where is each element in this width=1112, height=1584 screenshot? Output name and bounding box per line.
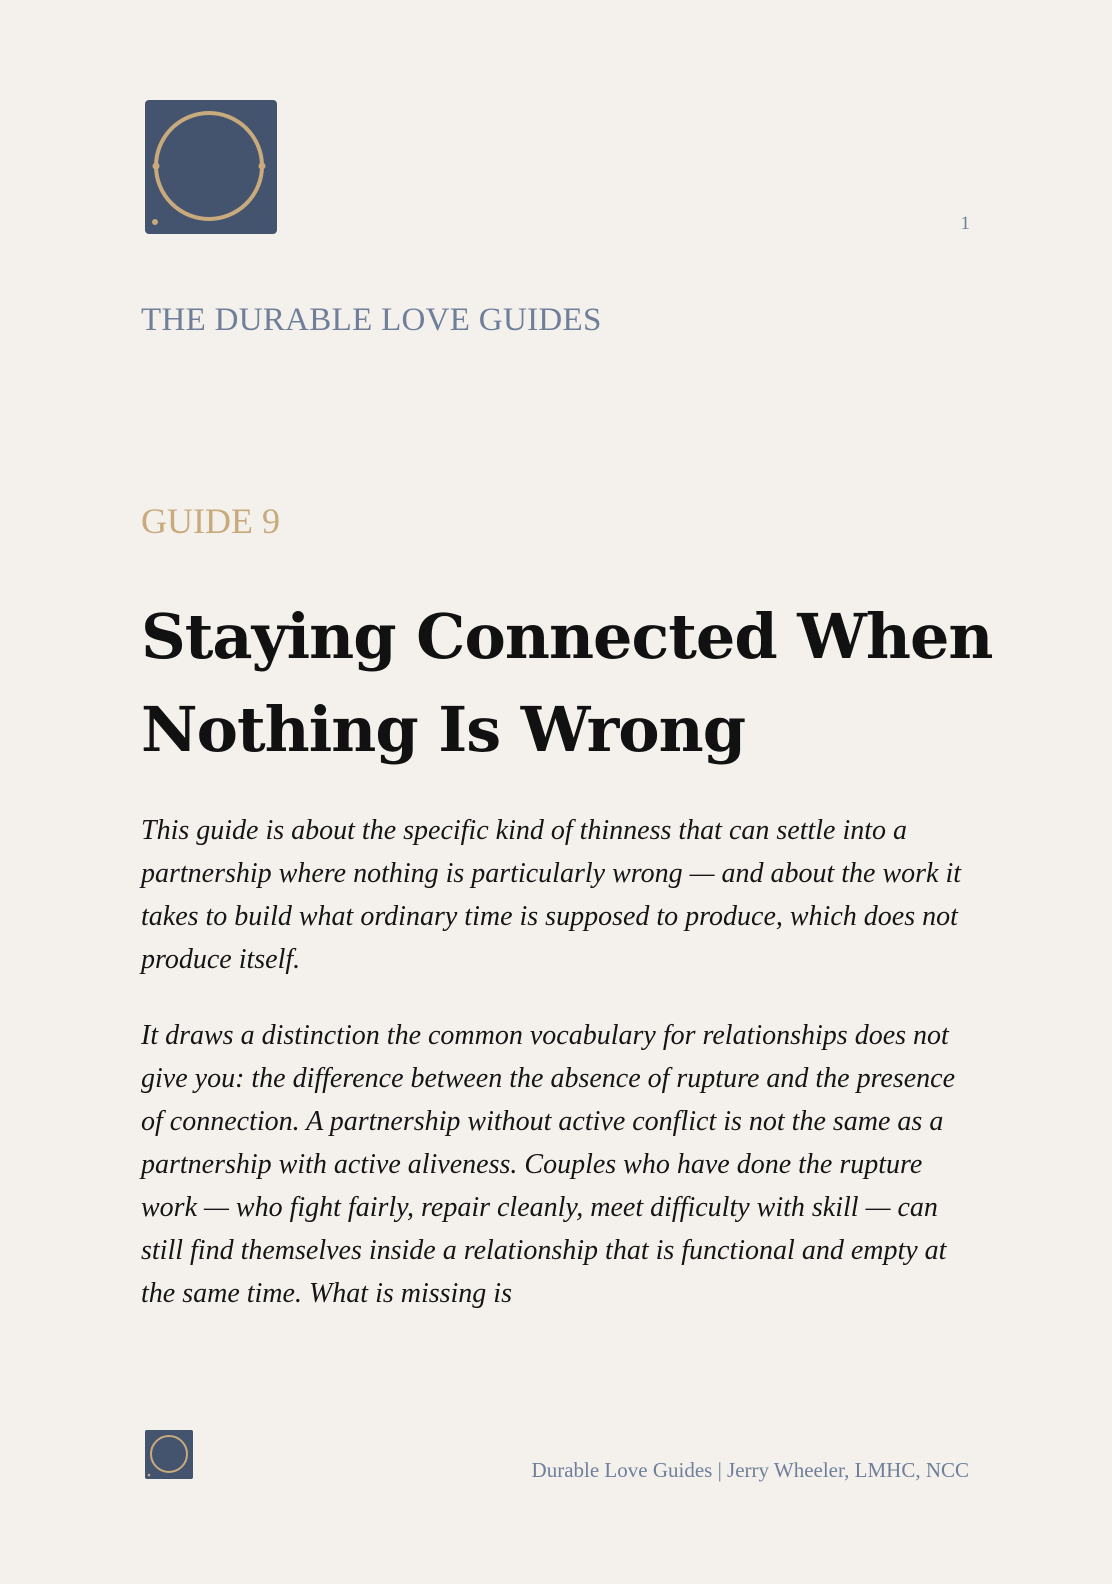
intro-paragraph-1: This guide is about the specific kind of thinness that can settle into a partnership where nothing is particularly wrong — and about the work it takes to build what ordinary time is supposed to produce, which does not produce itself. [141, 815, 962, 975]
footer-logo-icon [145, 1430, 193, 1479]
page-title: Staying Connected When Nothing Is Wrong [141, 600, 993, 766]
guide-label: GUIDE 9 [141, 501, 280, 541]
page-number: 1 [960, 213, 970, 234]
series-title: THE DURABLE LOVE GUIDES [141, 302, 602, 338]
footer-credit: Durable Love Guides | Jerry Wheeler, LMHC, NCC [531, 1458, 969, 1482]
intro-paragraph-2: It draws a distinction the common vocabulary for relationships does not give you: the difference between the absence of rupture and the presence of connection. A partnership without active conflict is not the same as a partnership with active aliveness. Couples who have done the rupture work — who fight fairly, repair cleanly, meet difficulty with skill — can still find themselves inside a relationship that is functional and empty at the same time. What is missing is [141, 1020, 956, 1309]
logo-icon [145, 100, 277, 234]
